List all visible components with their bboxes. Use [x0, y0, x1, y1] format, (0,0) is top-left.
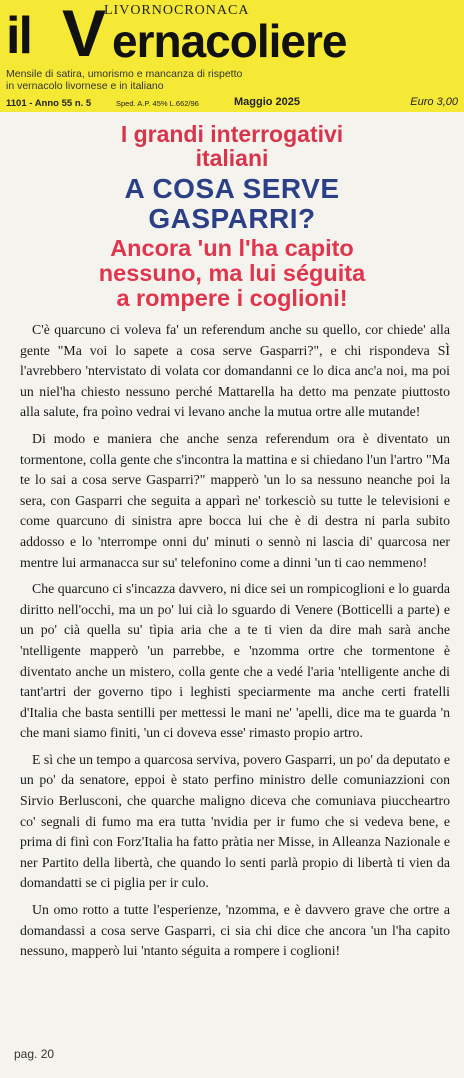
price: Euro 3,00 [410, 96, 458, 108]
paragraph: Un omo rotto a tutte l'esperienze, 'nzomma, e è davvero grave che ortre a domandassi a cosa serve Gasparri, ci sia chi dice che ancora 'un l'ha capito nessuno, mapperò lui 'ntanto séguita a rompere i coglioni! [20, 902, 450, 959]
logo-v: V [62, 0, 107, 70]
kicker-line-1: I grandi interrogativi [120, 121, 344, 147]
tagline-line-1: Mensile di satira, umorismo e mancanza di rispetto [6, 68, 243, 80]
paragraph: E sì che un tempo a quarcosa serviva, povero Gasparri, un po' da deputato e un po' da senatore, eppoi è stato perfino ministro delle comuniazzioni con Sirvio Berlusconi, che quarche maligno diceva che comuniava piuccheartro co' segnali di fumo ma era tutta 'nvidia per ir fumo che si vedeva bene, e prima di finì con Forz'Italia ha fatto pràtia ner Misse, in Alleanza Nazionale e ner Partito della libertà, che quando lo senti parlà propio di libertà ti vien da domandatti se ci piglia per ir culo. [20, 751, 450, 891]
tagline-line-2: in vernacolo livornese e in italiano [6, 80, 164, 92]
subheadline-line-2: nessuno, ma lui séguita [98, 260, 366, 286]
headline-line-2: GASPARRI? [148, 203, 316, 234]
article-body [20, 320, 450, 968]
issue-number: 1101 - Anno 55 n. 5 [6, 98, 92, 109]
kicker [0, 122, 464, 170]
subheadline-line-1: Ancora 'un l'ha capito [110, 235, 354, 261]
masthead [0, 0, 464, 112]
masthead-info-row [6, 96, 458, 110]
issue-date: Maggio 2025 [234, 96, 301, 108]
kicker-line-2: italiani [195, 145, 269, 171]
logo-overline: LIVORNOCRONACA [104, 3, 250, 18]
logo-rest: ernacoliere [112, 15, 347, 67]
postal-info: Sped. A.P. 45% L.662/96 [116, 99, 199, 108]
tagline [6, 68, 242, 92]
page-number: pag. 20 [14, 1047, 55, 1061]
paragraph: C'è quarcuno ci voleva fa' un referendum anche su quello, cor chiede' alla gente "Ma voi lo sapete a cosa serve Gasparri?", e chi rispondeva SÌ l'avrebbero 'ntervistato di volata cor domandanni ce lo dica anc'a noi, ma poi un niel'ha chiesto nessuno perché Mattarella ha detto ma penzate piuttosto alla salute, fra poìno vedrai vi levano anche la mutua ortre alle mutande! [20, 322, 450, 420]
subheadline-line-3: a rompere i coglioni! [116, 285, 348, 311]
headline-line-1: A COSA SERVE [124, 173, 340, 204]
headline [0, 174, 464, 234]
paragraph: Di modo e maniera che anche senza referendum ora è diventato un tormentone, colla gente che s'incontra la mattina e si chiedano l'un l'artro "Ma te lo sai a cosa serve Gasparri?" mapperò 'un lo sa nessuno neanche poi la sera, con Gasparri che seguita a apparì ne' torkesciò su tutte le televisioni e come quarcuno di sinistra apre bocca lui che è di destra ni parla subito addosso e lo 'nterrompe onni du' minuti o sennò ni lascia di' quarcosa ner mentre lui armanacca sur su' telefonino come a dinni 'un ti cao nemmeno! [20, 430, 450, 570]
paragraph: Che quarcuno ci s'incazza davvero, ni dice sei un rompicoglioni e lo guarda diritto nell'occhi, ma un po' lui cià lo sguardo di Venere (Botticelli a parte) e un po' cià quella su' tìpia aria che a te ti vien da dire mah sarà anche 'ntelligente mapperò 'un parrebbe, e 'nzomma ortre che tormentone è diventato anche un mistero, colla gente che a vedé l'aria 'ntelligente anche di tant'artri der governo tipo i leghisti speciarmente ma anche certi fratelli d'Italia che basta sentilli per mettessi le mani ne' 'apelli, dice ma te guarda 'n che mani siamo finiti, 'un ci doveva esse' rimasto propio artro. [20, 581, 450, 741]
logo-il: il [6, 7, 31, 65]
subheadline [0, 236, 464, 311]
